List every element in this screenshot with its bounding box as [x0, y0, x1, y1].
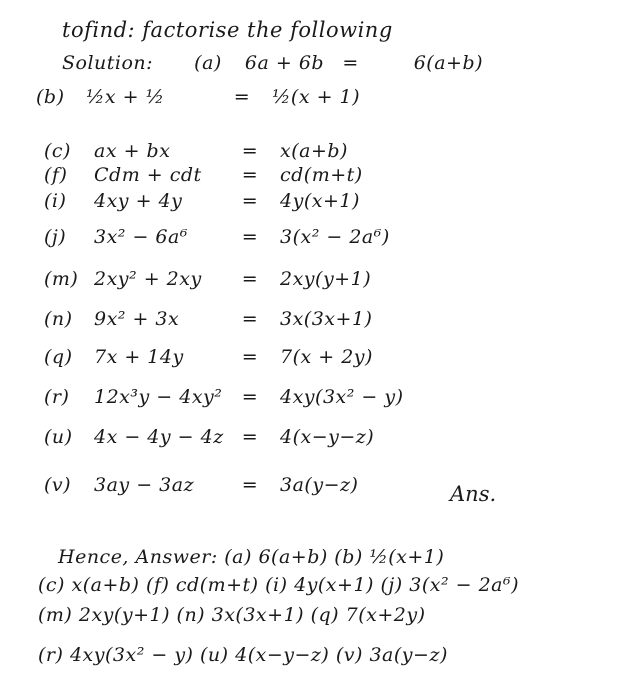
problem-row	[44, 190, 360, 212]
answer-summary-line: (r) 4xy(3x² − y) (u) 4(x−y−z) (v) 3a(y−z)	[38, 644, 448, 666]
equals-sign: =	[241, 426, 259, 448]
problem-row	[44, 474, 358, 496]
problem-lhs: Cdm + cdt	[94, 164, 202, 186]
solution-line: Solution: (a) 6a + 6b = 6(a+b)	[62, 52, 484, 74]
problem-label: (b)	[36, 86, 65, 108]
problem-row	[44, 308, 372, 330]
problem-a-rhs: 6(a+b)	[413, 52, 484, 74]
problem-rhs: 3x(3x+1)	[280, 308, 373, 330]
equals-sign: =	[241, 386, 259, 408]
problem-row	[44, 346, 373, 368]
problem-rhs: 4y(x+1)	[280, 190, 360, 212]
problem-lhs: 2xy² + 2xy	[94, 268, 202, 290]
problem-lhs: 7x + 14y	[94, 346, 184, 368]
equals-sign: =	[241, 226, 259, 248]
answer-mark: Ans.	[450, 482, 497, 506]
problem-label: (q)	[44, 346, 73, 368]
equals-sign: =	[241, 164, 259, 186]
problem-lhs: 4xy + 4y	[94, 190, 183, 212]
problem-label: (j)	[44, 226, 67, 248]
problem-rhs: 7(x + 2y)	[280, 346, 373, 368]
problem-lhs: ax + bx	[94, 140, 171, 162]
equals-sign: =	[233, 86, 251, 108]
problem-rhs: 2xy(y+1)	[280, 268, 372, 290]
problem-a-label: (a)	[194, 52, 222, 74]
problem-a-lhs: 6a + 6b	[244, 52, 325, 74]
equals-sign: =	[241, 140, 259, 162]
equals-sign: =	[241, 190, 259, 212]
equals-sign: =	[241, 474, 259, 496]
answer-summary-line: (m) 2xy(y+1) (n) 3x(3x+1) (q) 7(x+2y)	[38, 604, 426, 626]
problem-rhs: x(a+b)	[280, 140, 348, 162]
answer-summary-line: Hence, Answer: (a) 6(a+b) (b) ½(x+1)	[58, 546, 445, 568]
problem-label: (n)	[44, 308, 73, 330]
problem-row	[44, 386, 404, 408]
problem-lhs: 4x − 4y − 4z	[94, 426, 224, 448]
equals-sign: =	[241, 308, 259, 330]
problem-rhs: cd(m+t)	[280, 164, 363, 186]
problem-row	[44, 140, 348, 162]
title-text: tofind: factorise the following	[62, 18, 393, 42]
equals-sign: =	[241, 346, 259, 368]
solution-label: Solution:	[62, 52, 154, 74]
problem-label: (f)	[44, 164, 68, 186]
problem-rhs: 4(x−y−z)	[280, 426, 375, 448]
problem-row	[44, 426, 374, 448]
problem-rhs: 3a(y−z)	[280, 474, 359, 496]
problem-lhs: 3ay − 3az	[94, 474, 195, 496]
problem-lhs: 12x³y − 4xy²	[94, 386, 223, 408]
problem-row	[36, 86, 360, 108]
answer-summary-line: (c) x(a+b) (f) cd(m+t) (i) 4y(x+1) (j) 3(x² − 2a⁶)	[38, 574, 520, 596]
equals-sign: =	[241, 268, 259, 290]
problem-label: (v)	[44, 474, 72, 496]
title-line	[62, 18, 393, 42]
problem-label: (c)	[44, 140, 71, 162]
problem-rhs: ½(x + 1)	[272, 86, 361, 108]
problem-rhs: 3(x² − 2a⁶)	[280, 226, 390, 248]
problem-label: (r)	[44, 386, 70, 408]
problem-lhs: 9x² + 3x	[94, 308, 180, 330]
problem-label: (u)	[44, 426, 73, 448]
problem-lhs: ½x + ½	[86, 86, 165, 108]
problem-rhs: 4xy(3x² − y)	[280, 386, 404, 408]
problem-row	[44, 226, 390, 248]
problem-row	[44, 164, 363, 186]
problem-label: (m)	[44, 268, 79, 290]
problem-lhs: 3x² − 6a⁶	[94, 226, 188, 248]
problem-row	[44, 268, 371, 290]
problem-label: (i)	[44, 190, 67, 212]
